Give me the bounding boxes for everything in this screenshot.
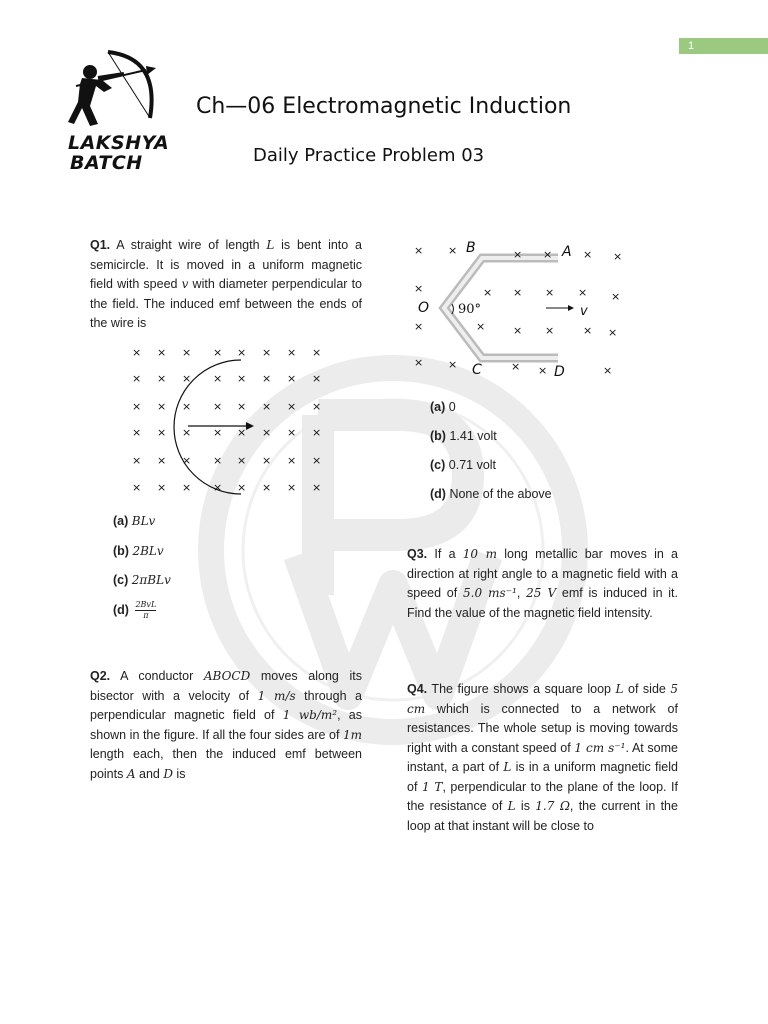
q2-conductor-figure: × × × × × × × × × × × × × × × × × × × × × × × B A O 90° v C D xyxy=(414,240,623,380)
q2-var: ABOCD xyxy=(203,669,251,683)
page-number: 1 xyxy=(688,40,695,52)
q2-var: A xyxy=(126,766,136,781)
option-value: 2BLv xyxy=(132,544,164,558)
page-number-badge xyxy=(679,38,768,54)
option-value: BLv xyxy=(131,514,156,528)
q4-field: 1 T xyxy=(421,779,443,794)
q1-question xyxy=(90,236,362,334)
q4-text: is xyxy=(515,799,536,813)
q3-speed: 5.0 ms⁻¹ xyxy=(463,586,517,600)
q3-text: , xyxy=(516,586,527,600)
fraction-numerator: 2BvL xyxy=(135,600,157,609)
q4-text: , the current in the loop at that instant will be close to xyxy=(407,799,678,833)
q3-text: If a xyxy=(427,547,463,561)
option-value: 1.41 volt xyxy=(449,429,497,443)
q2-text: A conductor xyxy=(110,669,204,683)
q2-option-a xyxy=(430,399,456,415)
q3-emf: 25 V xyxy=(526,586,557,600)
option-label: (c) xyxy=(430,458,446,472)
dpp-subtitle: Daily Practice Problem 03 xyxy=(253,145,485,166)
q3-length: 10 m xyxy=(462,547,497,561)
archer-icon xyxy=(68,48,166,128)
q4-text: of side xyxy=(623,682,671,696)
option-label: (b) xyxy=(430,429,446,443)
q4-text: which is connected to a network of resistances. The whole setup is moving towards right with a constant speed of xyxy=(407,701,678,755)
q4-var-L: L xyxy=(503,760,512,774)
chapter-title: Ch—06 Electromagnetic Induction xyxy=(196,94,572,119)
q4-text: The figure shows a square loop xyxy=(427,682,616,696)
option-label: (c) xyxy=(113,573,129,587)
fraction-denominator: π xyxy=(143,611,149,620)
option-label: (a) xyxy=(430,400,446,414)
q4-number: Q4. xyxy=(407,682,428,696)
q2-text: , as shown in the figure. If all the four sides are of xyxy=(90,708,362,742)
q2-text: moves along its bisector with a velocity of xyxy=(90,669,362,703)
q1-option-d xyxy=(113,600,156,621)
q2-number: Q2. xyxy=(90,669,111,683)
q2-text: and xyxy=(135,766,164,781)
q3-text: emf is induced in it. Find the value of the magnetic field intensity. xyxy=(407,586,679,620)
q1-text: A straight wire of length xyxy=(110,238,267,252)
q3-question xyxy=(407,545,678,623)
q2-text: through a perpendicular magnetic field of xyxy=(90,688,362,722)
q4-resistance: 1.7 Ω xyxy=(535,799,570,813)
option-value: 0.71 volt xyxy=(448,458,497,472)
option-label: (d) xyxy=(113,602,129,617)
q2-text: is xyxy=(172,766,186,781)
q2-text: length each, then the induced emf between points xyxy=(90,747,362,781)
figure-label-v: v xyxy=(580,304,588,319)
q1-semicircle-figure: × × × × × × × × × × × × × × × × × × × × × × × × × × × × × × × × × × × × × × × × × × × × × × × × xyxy=(132,346,322,494)
option-value: 0 xyxy=(448,400,456,414)
option-label: (d) xyxy=(430,487,446,501)
q3-text: long metallic bar moves in a direction at right angle to a magnetic field with a speed of xyxy=(407,547,678,600)
q2-option-d xyxy=(430,486,552,502)
q2-field: 1 wb/m² xyxy=(282,708,338,722)
figure-label-B: B xyxy=(466,240,476,256)
q2-length: 1m xyxy=(342,727,362,742)
q1-var-L: L xyxy=(266,238,275,252)
q2-option-c xyxy=(430,457,496,473)
q2-speed: 1 m/s xyxy=(257,688,296,703)
figure-label-O: O xyxy=(418,300,430,316)
figure-label-A: A xyxy=(562,244,572,260)
option-label: (b) xyxy=(113,544,129,558)
q4-question xyxy=(407,680,678,836)
q1-var-v: v xyxy=(181,277,189,291)
option-label: (a) xyxy=(113,514,129,528)
q4-speed: 1 cm s⁻¹ xyxy=(574,740,626,755)
option-value: 2πBLv xyxy=(131,573,171,587)
q1-option-c xyxy=(113,572,171,588)
q4-var-L: L xyxy=(507,799,516,813)
q4-text: is in a uniform magnetic field of xyxy=(407,760,678,794)
logo-text-batch: BATCH xyxy=(70,152,143,174)
q1-text: is bent into a semicircle. It is moved in a uniform magnetic field with speed xyxy=(90,238,362,291)
q2-question xyxy=(90,667,362,784)
option-fraction xyxy=(135,600,156,621)
q2-option-b xyxy=(430,428,497,444)
q4-side: 5 cm xyxy=(407,682,678,716)
q3-number: Q3. xyxy=(407,547,428,561)
q2-var: D xyxy=(163,766,173,781)
q1-text: with diameter perpendicular to the field. The induced emf between the ends of the wire is xyxy=(90,277,362,330)
option-value: None of the above xyxy=(449,487,552,501)
figure-label-D: D xyxy=(554,364,565,380)
q1-option-b xyxy=(113,543,164,559)
q4-var-L: L xyxy=(615,682,624,696)
q4-text: , perpendicular to the plane of the loop. If the resistance of xyxy=(407,779,678,813)
figure-label-angle: 90° xyxy=(458,302,482,317)
q1-option-a xyxy=(113,513,155,529)
lakshya-batch-logo xyxy=(68,48,170,174)
logo-text-lakshya: LAKSHYA xyxy=(68,132,170,154)
q1-number: Q1. xyxy=(90,238,111,252)
q4-text: . At some instant, a part of xyxy=(407,740,679,774)
figure-label-C: C xyxy=(472,362,482,378)
